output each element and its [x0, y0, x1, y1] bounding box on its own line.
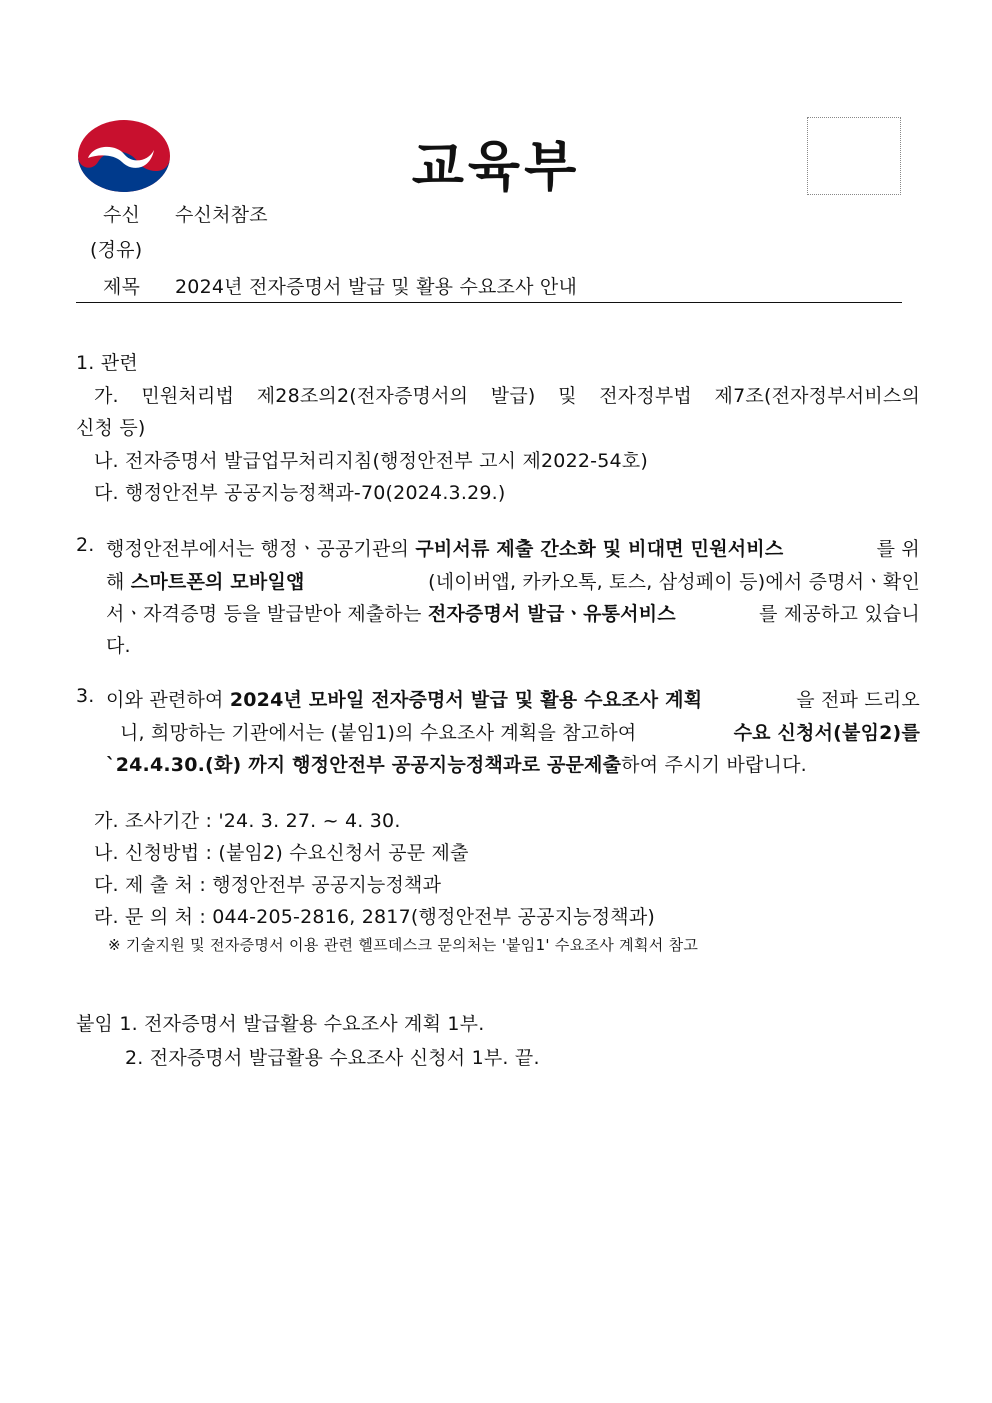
section2-line1-a: 행정안전부에서는 행정ㆍ공공기관의 — [106, 538, 416, 560]
section2-line1-c: 를 위 — [876, 538, 920, 560]
section2-line1 — [106, 534, 920, 561]
recipient-label: 수신 — [103, 204, 141, 226]
stamp-placeholder-box — [807, 117, 901, 195]
section2-line3-bold: 전자증명서 발급ㆍ유통서비스 — [427, 603, 676, 625]
section3-line1-c: 을 전파 드리오 — [796, 689, 920, 711]
via-label: (경유) — [90, 239, 143, 261]
recipient-value: 수신처참조 — [175, 204, 268, 226]
section2-line3-a: 서ㆍ자격증명 등을 발급받아 제출하는 — [106, 603, 428, 625]
section2-line2 — [106, 567, 920, 594]
document-org-title: 교육부 — [411, 135, 581, 198]
section2-line2-c: (네이버앱, 카카오톡, 토스, 삼성페이 등)에서 증명서ㆍ확인 — [428, 571, 920, 593]
section3-item-ra: 라. 문 의 처 : 044-205-2816, 2817(행정안전부 공공지능정책과) — [94, 906, 655, 928]
section2-line1-bold: 구비서류 제출 간소화 및 비대면 민원서비스 — [415, 538, 784, 560]
section2-line2-a: 해 — [106, 571, 131, 593]
section3-line2 — [120, 718, 920, 745]
section3-line1-bold: 2024년 모바일 전자증명서 발급 및 활용 수요조사 계획 — [229, 689, 703, 711]
section1-heading: 1. 관련 — [76, 352, 138, 374]
section3-line1-a: 이와 관련하여 — [106, 689, 230, 711]
attachment-line1: 붙임 1. 전자증명서 발급활용 수요조사 계획 1부. — [76, 1013, 485, 1035]
section3-line2-bold: 수요 신청서(붙임2)를 — [733, 722, 920, 744]
section1-item-da: 다. 행정안전부 공공지능정책과-70(2024.3.29.) — [94, 482, 506, 504]
section3-item-ga: 가. 조사기간 : '24. 3. 27. ~ 4. 30. — [94, 810, 401, 832]
section1-item-ga-line2: 신청 등) — [76, 417, 146, 439]
section3-line3-bold: `24.4.30.(화) 까지 행정안전부 공공지능정책과로 공문제출 — [106, 754, 622, 776]
section3-line3 — [106, 750, 807, 777]
section2-line4: 다. — [106, 635, 131, 657]
section2-line2-bold: 스마트폰의 모바일앱 — [130, 571, 305, 593]
attachment-line2: 2. 전자증명서 발급활용 수요조사 신청서 1부. 끝. — [125, 1047, 540, 1069]
section2-line3-c: 를 제공하고 있습니 — [759, 603, 920, 625]
section3-number: 3. — [76, 685, 95, 707]
section2-line3 — [106, 599, 920, 626]
section2-number: 2. — [76, 534, 95, 556]
subject-label: 제목 — [103, 276, 141, 298]
section3-line1 — [106, 685, 920, 712]
section1-item-ga-line1: 가. 민원처리법 제28조의2(전자증명서의 발급) 및 전자정부법 제7조(전자정부서비스의 — [94, 385, 920, 407]
section1-item-na: 나. 전자증명서 발급업무처리지침(행정안전부 고시 제2022-54호) — [94, 450, 648, 472]
section3-item-da: 다. 제 출 처 : 행정안전부 공공지능정책과 — [94, 874, 442, 896]
section3-item-na: 나. 신청방법 : (붙임2) 수요신청서 공문 제출 — [94, 842, 469, 864]
helpdesk-note: ※ 기술지원 및 전자증명서 이용 관련 헬프데스크 문의처는 '붙임1' 수요조사 계획서 참고 — [108, 936, 699, 954]
section3-line3-b: 하여 주시기 바랍니다. — [621, 754, 807, 776]
section3-line2-a: 니, 희망하는 기관에서는 (붙임1)의 수요조사 계획을 참고하여 — [120, 722, 637, 744]
header-divider — [76, 302, 902, 303]
subject-value: 2024년 전자증명서 발급 및 활용 수요조사 안내 — [175, 276, 578, 298]
